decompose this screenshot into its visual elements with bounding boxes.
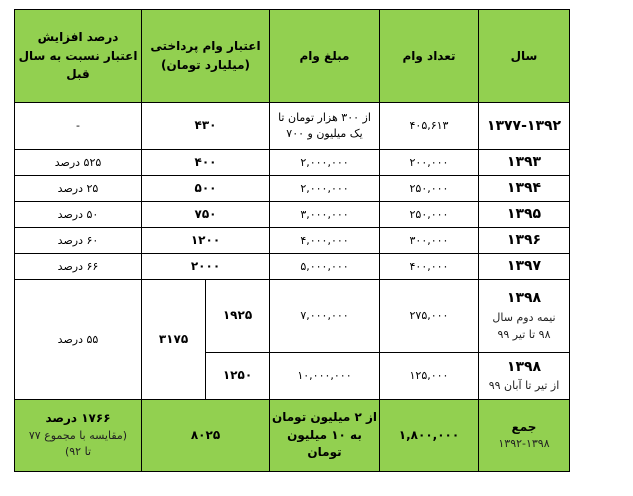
header-year: سال <box>479 10 570 103</box>
table-row <box>15 176 570 202</box>
table-row <box>15 103 570 150</box>
cell-amount: ۲,۰۰۰,۰۰۰ <box>270 176 380 202</box>
cell-count: ۴۰۵,۶۱۳ <box>380 103 479 150</box>
loan-credit-table <box>14 9 570 472</box>
cell-year <box>479 353 570 400</box>
cell-increase: ۶۶ درصد <box>15 254 142 280</box>
header-increase-line2: اعتبار نسبت به سال <box>18 48 138 63</box>
cell-year: ۱۳۹۶ <box>479 228 570 254</box>
cell-increase: ۶۰ درصد <box>15 228 142 254</box>
total-amount-line1: از ۲ میلیون تومان <box>272 410 377 425</box>
cell-increase: ۵۵ درصد <box>15 280 142 400</box>
header-loan-count: تعداد وام <box>380 10 479 103</box>
table-row <box>15 254 570 280</box>
cell-amount: ۷,۰۰۰,۰۰۰ <box>270 280 380 353</box>
total-amount <box>270 400 380 472</box>
cell-credit-part: ۱۹۲۵ <box>206 280 270 353</box>
total-increase-line3: تا ۹۲) <box>64 445 92 459</box>
cell-amount: ۳,۰۰۰,۰۰۰ <box>270 202 380 228</box>
cell-year-sub1: نیمه دوم سال <box>492 310 556 324</box>
cell-year: ۱۳۹۴ <box>479 176 570 202</box>
table-row-1398-a <box>15 280 570 353</box>
total-credit: ۸۰۲۵ <box>142 400 270 472</box>
total-label: جمع <box>511 419 537 434</box>
cell-credit: ۷۵۰ <box>142 202 270 228</box>
header-increase-line1: درصد افزایش <box>37 30 119 45</box>
cell-count: ۲۵۰,۰۰۰ <box>380 202 479 228</box>
header-row <box>15 10 570 103</box>
cell-credit: ۴۳۰ <box>142 103 270 150</box>
cell-credit-part: ۱۲۵۰ <box>206 353 270 400</box>
cell-amount: از ۳۰۰ هزار تومان تا یک میلیون و ۷۰۰ <box>270 103 380 150</box>
cell-year: ۱۳۹۵ <box>479 202 570 228</box>
cell-count: ۱۲۵,۰۰۰ <box>380 353 479 400</box>
table-row <box>15 202 570 228</box>
total-range: ۱۳۹۲-۱۳۹۸ <box>498 436 550 450</box>
total-row <box>15 400 570 472</box>
total-count: ۱,۸۰۰,۰۰۰ <box>380 400 479 472</box>
cell-credit: ۱۲۰۰ <box>142 228 270 254</box>
cell-credit: ۵۰۰ <box>142 176 270 202</box>
cell-credit: ۴۰۰ <box>142 150 270 176</box>
header-paid-credit-line1: اعتبار وام پرداختی <box>150 39 261 54</box>
cell-count: ۲۵۰,۰۰۰ <box>380 176 479 202</box>
cell-year-sub2: ۹۸ تا تیر ۹۹ <box>497 328 551 342</box>
cell-increase: - <box>15 103 142 150</box>
cell-count: ۲۰۰,۰۰۰ <box>380 150 479 176</box>
cell-credit-total: ۳۱۷۵ <box>142 280 206 400</box>
cell-year-main: ۱۳۹۸ <box>506 290 542 307</box>
header-paid-credit <box>142 10 270 103</box>
header-increase-line3: قبل <box>66 67 90 82</box>
cell-increase: ۵۲۵ درصد <box>15 150 142 176</box>
cell-credit: ۲۰۰۰ <box>142 254 270 280</box>
cell-amount: ۵,۰۰۰,۰۰۰ <box>270 254 380 280</box>
total-increase-line2: (مقایسه با مجموع ۷۷ <box>28 428 128 442</box>
cell-count: ۳۰۰,۰۰۰ <box>380 228 479 254</box>
cell-year-sub1: از تیر تا آبان ۹۹ <box>488 379 560 393</box>
header-loan-amount: مبلغ وام <box>270 10 380 103</box>
total-label-cell <box>479 400 570 472</box>
total-amount-line2: به ۱۰ میلیون تومان <box>287 427 362 460</box>
total-increase-line1: ۱۷۶۶ درصد <box>45 411 111 426</box>
table-row <box>15 228 570 254</box>
header-increase <box>15 10 142 103</box>
cell-amount: ۱۰,۰۰۰,۰۰۰ <box>270 353 380 400</box>
header-paid-credit-line2: (میلیارد تومان) <box>160 58 251 72</box>
cell-year: ۱۳۷۷-۱۳۹۲ <box>479 103 570 150</box>
cell-year: ۱۳۹۳ <box>479 150 570 176</box>
cell-amount: ۴,۰۰۰,۰۰۰ <box>270 228 380 254</box>
cell-amount: ۲,۰۰۰,۰۰۰ <box>270 150 380 176</box>
total-increase <box>15 400 142 472</box>
cell-year: ۱۳۹۷ <box>479 254 570 280</box>
cell-year <box>479 280 570 353</box>
cell-count: ۲۷۵,۰۰۰ <box>380 280 479 353</box>
table-row <box>15 150 570 176</box>
cell-increase: ۵۰ درصد <box>15 202 142 228</box>
cell-year-main: ۱۳۹۸ <box>506 359 542 376</box>
cell-increase: ۲۵ درصد <box>15 176 142 202</box>
cell-count: ۴۰۰,۰۰۰ <box>380 254 479 280</box>
